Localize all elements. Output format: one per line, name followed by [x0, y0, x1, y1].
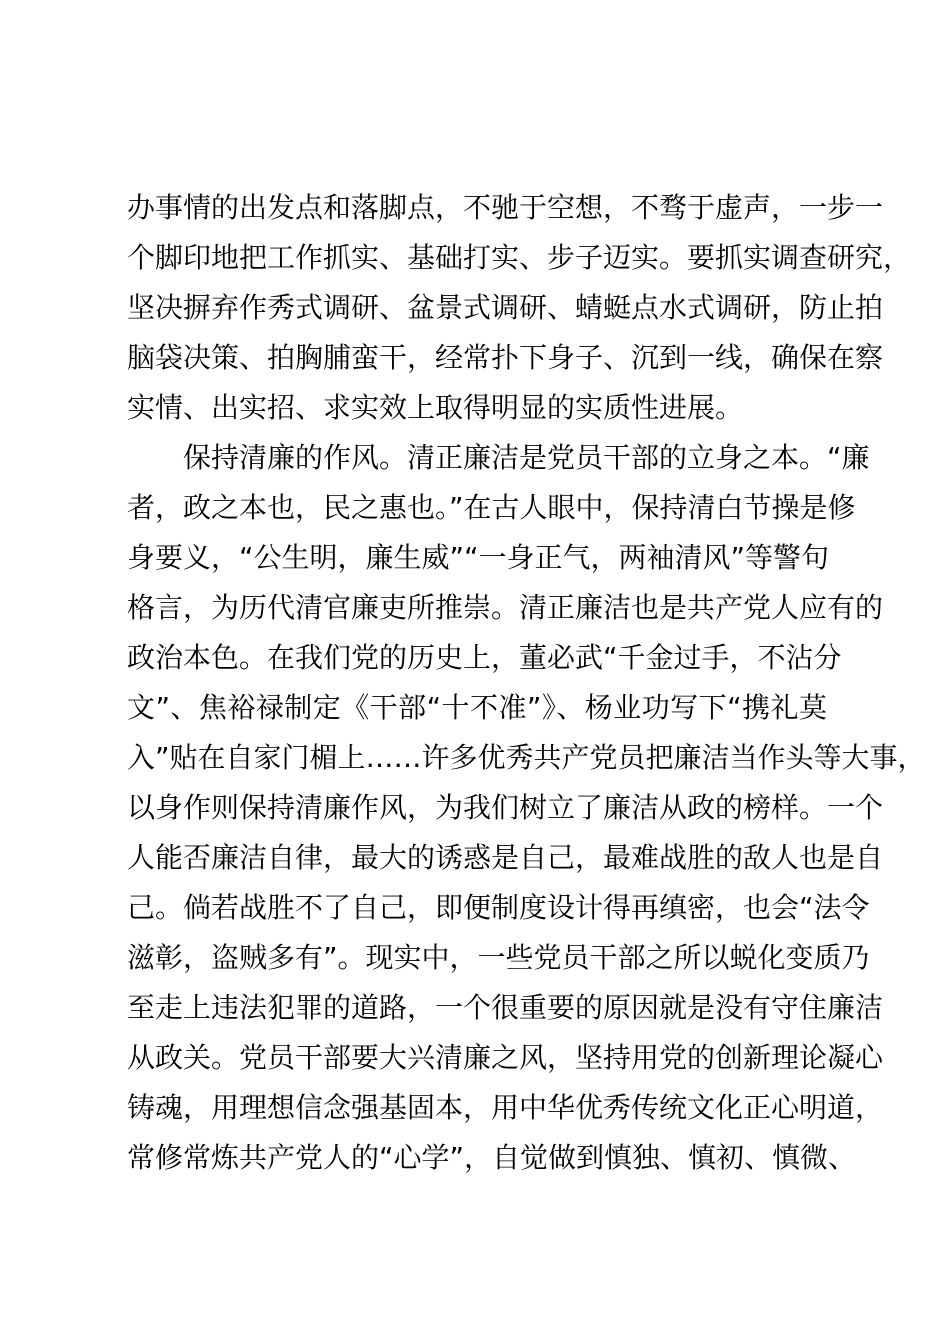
text-line: 政治本色。在我们党的历史上，董必武“千金过手，不沾分	[127, 641, 842, 674]
text-line: 实情、出实招、求实效上取得明显的实质性进展。	[127, 391, 744, 424]
text-line: 从政关。党员干部要大兴清廉之风，坚持用党的创新理论凝心	[127, 1041, 884, 1074]
text-line: 文”、焦裕禄制定《干部“十不准”》、杨业功写下“携礼莫	[127, 691, 827, 724]
text-line: 脑袋决策、拍胸脯蛮干，经常扑下身子、沉到一线，确保在察	[127, 341, 884, 374]
text-line: 入”贴在自家门楣上……许多优秀共产党员把廉洁当作头等大事，	[127, 741, 926, 774]
text-line: 坚决摒弃作秀式调研、盆景式调研、蜻蜓点水式调研，防止拍	[127, 291, 884, 324]
text-line: 己。倘若战胜不了自己，即便制度设计得再缜密，也会“法令	[127, 891, 870, 924]
paragraph-start-line: 保持清廉的作风。清正廉洁是党员干部的立身之本。“廉	[183, 441, 870, 474]
body-text	[127, 183, 926, 1183]
text-line: 办事情的出发点和落脚点，不驰于空想，不骛于虚声，一步一	[127, 191, 884, 224]
text-line: 滋彰，盗贼多有”。现实中，一些党员干部之所以蜕化变质乃	[127, 941, 870, 974]
text-line: 个脚印地把工作抓实、基础打实、步子迈实。要抓实调查研究，	[127, 241, 912, 274]
text-line: 者，政之本也，民之惠也。”在古人眼中，保持清白节操是修	[127, 491, 856, 524]
text-line: 常修常炼共产党人的“心学”，自觉做到慎独、慎初、慎微、	[127, 1141, 857, 1174]
text-line: 以身作则保持清廉作风，为我们树立了廉洁从政的榜样。一个	[127, 791, 884, 824]
text-line: 格言，为历代清官廉吏所推崇。清正廉洁也是共产党人应有的	[127, 591, 884, 624]
text-line: 人能否廉洁自律，最大的诱惑是自己，最难战胜的敌人也是自	[127, 841, 884, 874]
text-line: 身要义，“公生明，廉生威”“一身正气，两袖清风”等警句	[127, 541, 830, 574]
text-line: 铸魂，用理想信念强基固本，用中华优秀传统文化正心明道，	[127, 1091, 884, 1124]
text-line: 至走上违法犯罪的道路，一个很重要的原因就是没有守住廉洁	[127, 991, 884, 1024]
